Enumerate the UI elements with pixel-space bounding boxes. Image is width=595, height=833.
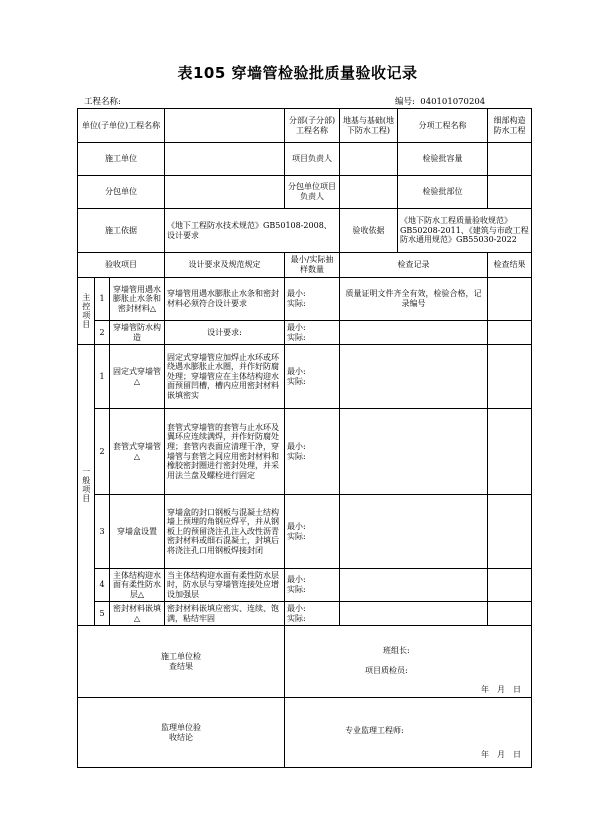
col-item-header: 验收项目 [78, 253, 165, 278]
row-result[interactable] [488, 495, 532, 569]
sample-min-label: 最小: [287, 521, 306, 531]
row-requirement: 穿墙管用遇水膨胀止水条和密封材料必须符合设计要求 [165, 278, 285, 321]
acceptance-basis-value: 《地下防水工程质量验收规范》GB50208-2011、《建筑与市政工程防水通用规范》GB55030-2022 [398, 209, 532, 253]
row-number: 2 [95, 321, 110, 345]
main-group-label: 主控项目 [78, 278, 95, 345]
acceptance-basis-label: 验收依据 [340, 209, 398, 253]
col-requirement-header: 设计要求及规范规定 [165, 253, 285, 278]
subdivision-label: 分部(子分部)工程名称 [285, 109, 340, 143]
row-requirement: 套管式穿墙管的套管与止水环及翼环应连续满焊，并作好防腐处理；套管内表面应清理干净，穿墙管与套管之间应用密封材料和橡胶密封圈进行密封处理，并采用法兰盘及螺栓进行固定 [165, 409, 285, 495]
row-record[interactable] [340, 321, 488, 345]
table-row [78, 321, 532, 345]
row-result[interactable] [488, 345, 532, 409]
subcontract-unit-value[interactable] [165, 176, 285, 209]
table-row [78, 345, 532, 409]
project-name-label: 工程名称: [84, 97, 121, 107]
row-item-name: 穿墙管防水构造 [110, 321, 165, 345]
row-item-name: 密封材料嵌填△ [110, 602, 165, 626]
sample-min-label: 最小: [287, 441, 306, 451]
row-requirement: 当主体结构迎水面有柔性防水层时，防水层与穿墙管连接处应增设加强层 [165, 569, 285, 602]
row-item-name: 套管式穿墙管△ [110, 409, 165, 495]
construction-date: 年 月 日 [481, 685, 521, 694]
item-label: 分项工程名称 [398, 109, 488, 143]
sample-actual-label: 实际: [287, 531, 306, 541]
batch-location-label: 检验批部位 [398, 176, 488, 209]
sample-min-label: 最小: [287, 289, 306, 299]
batch-capacity-label: 检验批容量 [398, 143, 488, 176]
item-value: 细部构造防水工程 [488, 109, 532, 143]
construction-check-label: 施工单位检查结果 [78, 626, 285, 698]
team-leader-label: 班组长: [383, 646, 410, 655]
row-item-name: 主体结构迎水面有柔性防水层△ [110, 569, 165, 602]
row-number: 1 [95, 345, 110, 409]
row-result[interactable] [488, 602, 532, 626]
col-result-header: 检查结果 [488, 253, 532, 278]
sample-actual-label: 实际: [287, 376, 306, 386]
table-row [78, 569, 532, 602]
construction-check-area[interactable] [285, 626, 532, 698]
row-result[interactable] [488, 409, 532, 495]
table-row [78, 602, 532, 626]
sample-actual-label: 实际: [287, 299, 306, 308]
sample-actual-label: 实际: [287, 451, 306, 461]
sample-min-label: 最小: [287, 575, 306, 585]
supervision-area[interactable] [285, 698, 532, 768]
row-sampling[interactable] [285, 278, 340, 321]
supervisor-label: 专业监理工程师: [345, 726, 404, 735]
row-result[interactable] [488, 569, 532, 602]
subcontract-unit-label: 分包单位 [78, 176, 165, 209]
row-requirement: 密封材料嵌填应密实、连续、饱满，粘结牢固 [165, 602, 285, 626]
row-item-name: 穿墙管用遇水膨胀止水条和密封材料△ [110, 278, 165, 321]
project-manager-value[interactable] [340, 143, 398, 176]
table-row [78, 495, 532, 569]
project-manager-label: 项目负责人 [285, 143, 340, 176]
row-number: 2 [95, 409, 110, 495]
row-record[interactable] [340, 495, 488, 569]
subdivision-value: 地基与基础(地下防水工程) [340, 109, 398, 143]
table-row [78, 278, 532, 321]
subcontract-manager-value[interactable] [340, 176, 398, 209]
row-item-name: 穿墙盒设置 [110, 495, 165, 569]
row-record: 质量证明文件齐全有效，检验合格，记录编号 [340, 278, 488, 321]
row-record[interactable] [340, 569, 488, 602]
col-record-header: 检查记录 [340, 253, 488, 278]
row-sampling[interactable] [285, 321, 340, 345]
row-number: 1 [95, 278, 110, 321]
supervision-label: 监理单位验收结论 [78, 698, 285, 768]
construction-unit-value[interactable] [165, 143, 285, 176]
basis-label: 施工依据 [78, 209, 165, 253]
form-number [395, 95, 485, 107]
acceptance-form-table [77, 108, 532, 768]
sample-min-label: 最小: [287, 603, 306, 613]
row-sampling[interactable] [285, 569, 340, 602]
row-record[interactable] [340, 602, 488, 626]
supervision-date: 年 月 日 [481, 750, 521, 759]
sample-actual-label: 实际: [287, 585, 306, 594]
row-sampling[interactable] [285, 409, 340, 495]
row-sampling[interactable] [285, 495, 340, 569]
row-sampling[interactable] [285, 602, 340, 626]
sample-actual-label: 实际: [287, 332, 306, 342]
quality-inspector-label: 项目质检员: [365, 666, 408, 675]
row-number: 5 [95, 602, 110, 626]
row-requirement: 设计要求: [165, 321, 285, 345]
unit-name-value[interactable] [165, 109, 285, 143]
row-item-name: 固定式穿墙管△ [110, 345, 165, 409]
col-sampling-header: 最小/实际抽样数量 [285, 253, 340, 278]
subcontract-manager-label: 分包单位项目负责人 [285, 176, 340, 209]
unit-name-label: 单位(子单位)工程名称 [78, 109, 165, 143]
row-number: 3 [95, 495, 110, 569]
batch-location-value[interactable] [488, 176, 532, 209]
row-requirement: 穿墙盒的封口钢板与混凝土结构墙上预埋的角钢应焊平，并从钢板上的预留浇注孔注入改性沥青密封材料或细石混凝土，封填后将浇注孔口用钢板焊接封闭 [165, 495, 285, 569]
construction-unit-label: 施工单位 [78, 143, 165, 176]
batch-capacity-value[interactable] [488, 143, 532, 176]
sample-actual-label: 实际: [287, 613, 306, 623]
number-value: 040101070204 [420, 97, 486, 107]
row-result[interactable] [488, 278, 532, 321]
basis-value: 《地下工程防水技术规范》GB50108-2008、设计要求 [165, 209, 340, 253]
row-result[interactable] [488, 321, 532, 345]
number-label: 编号: [395, 97, 415, 107]
general-group-label: 一般项目 [78, 345, 95, 626]
row-sampling[interactable] [285, 345, 340, 409]
row-requirement: 固定式穿墙管应加焊止水环或环绕遇水膨胀止水圈，并作好防腐处理；穿墙管应在主体结构迎水面预留凹槽，槽内应用密封材料嵌填密实 [165, 345, 285, 409]
row-number: 4 [95, 569, 110, 602]
table-row [78, 409, 532, 495]
page-title: 表105 穿墙管检验批质量验收记录 [177, 64, 418, 82]
sample-min-label: 最小: [287, 366, 306, 376]
row-record[interactable] [340, 345, 488, 409]
sample-min-label: 最小: [287, 322, 306, 332]
row-record[interactable] [340, 409, 488, 495]
